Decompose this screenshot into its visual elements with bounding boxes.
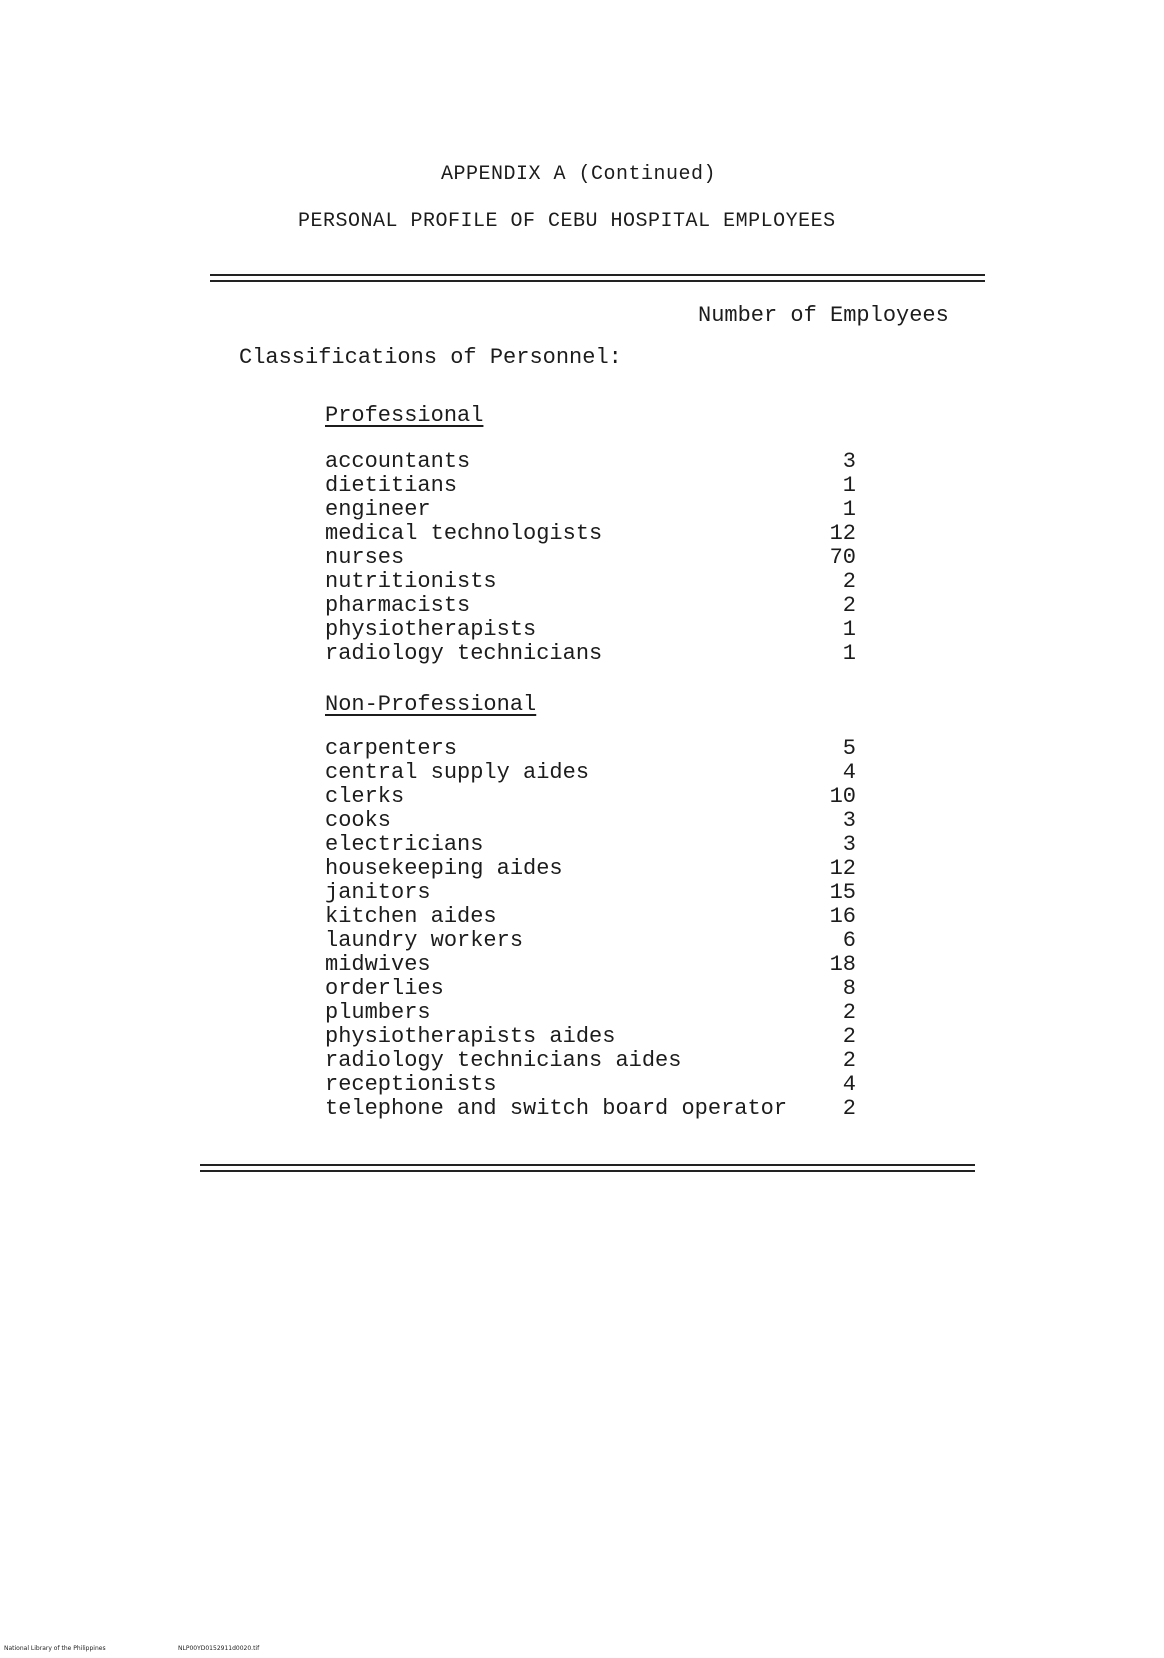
row-count: 16 — [829, 904, 856, 929]
table-row — [0, 809, 1164, 833]
table-row — [0, 977, 1164, 1001]
table-row — [0, 857, 1164, 881]
row-label: nurses — [325, 545, 405, 570]
section-title-professional: Professional — [325, 403, 484, 428]
row-label: pharmacists — [325, 593, 471, 618]
row-count: 3 — [842, 808, 856, 833]
table-row — [0, 570, 1164, 594]
table-row — [0, 905, 1164, 929]
row-label: central supply aides — [325, 760, 590, 785]
table-row — [0, 594, 1164, 618]
table-row — [0, 618, 1164, 642]
row-count: 4 — [842, 1072, 856, 1097]
row-count: 18 — [829, 952, 856, 977]
table-row — [0, 1097, 1164, 1121]
table-row — [0, 953, 1164, 977]
row-count: 2 — [842, 1024, 856, 1049]
row-count: 2 — [842, 1000, 856, 1025]
table-row — [0, 1001, 1164, 1025]
row-count: 70 — [829, 545, 856, 570]
row-label: plumbers — [325, 1000, 431, 1025]
row-count: 10 — [829, 784, 856, 809]
row-label: housekeeping aides — [325, 856, 563, 881]
table-row — [0, 1073, 1164, 1097]
table-row — [0, 546, 1164, 570]
table-row — [0, 761, 1164, 785]
row-count: 2 — [842, 593, 856, 618]
table-row — [0, 450, 1164, 474]
table-row — [0, 833, 1164, 857]
row-label: telephone and switch board operator — [325, 1096, 788, 1121]
column-heading: Number of Employees — [698, 303, 949, 328]
top-rule-2 — [210, 280, 985, 282]
row-label: orderlies — [325, 976, 444, 1001]
table-row — [0, 474, 1164, 498]
row-label: physiotherapists aides — [325, 1024, 616, 1049]
row-count: 1 — [842, 641, 856, 666]
row-label: janitors — [325, 880, 431, 905]
row-count: 4 — [842, 760, 856, 785]
row-count: 1 — [842, 497, 856, 522]
row-label: medical technologists — [325, 521, 603, 546]
row-label: dietitians — [325, 473, 458, 498]
row-label: receptionists — [325, 1072, 497, 1097]
table-row — [0, 1025, 1164, 1049]
row-heading: Classifications of Personnel: — [239, 345, 622, 370]
row-count: 12 — [829, 856, 856, 881]
table-row — [0, 522, 1164, 546]
table-row — [0, 737, 1164, 761]
row-label: physiotherapists — [325, 617, 537, 642]
row-count: 5 — [842, 736, 856, 761]
bottom-rule-2 — [200, 1170, 975, 1172]
row-count: 2 — [842, 1096, 856, 1121]
table-row — [0, 929, 1164, 953]
row-label: electricians — [325, 832, 484, 857]
top-rule-1 — [210, 274, 985, 276]
row-label: clerks — [325, 784, 405, 809]
row-count: 1 — [842, 473, 856, 498]
row-label: nutritionists — [325, 569, 497, 594]
bottom-rule-1 — [200, 1164, 975, 1166]
table-row — [0, 881, 1164, 905]
footer-file-id: NLP00YD0152911d0020.tif — [178, 1645, 260, 1652]
table-row — [0, 498, 1164, 522]
row-label: accountants — [325, 449, 471, 474]
row-label: laundry workers — [325, 928, 524, 953]
row-count: 2 — [842, 1048, 856, 1073]
row-label: carpenters — [325, 736, 458, 761]
row-count: 2 — [842, 569, 856, 594]
row-label: engineer — [325, 497, 431, 522]
row-label: radiology technicians aides — [325, 1048, 682, 1073]
row-label: midwives — [325, 952, 431, 977]
row-label: cooks — [325, 808, 392, 833]
row-count: 8 — [842, 976, 856, 1001]
table-row — [0, 785, 1164, 809]
section-title-non-professional: Non-Professional — [325, 692, 537, 717]
table-row — [0, 642, 1164, 666]
row-count: 3 — [842, 832, 856, 857]
row-label: radiology technicians — [325, 641, 603, 666]
appendix-title: APPENDIX A (Continued) — [441, 163, 717, 186]
footer-library: National Library of the Philippines — [4, 1645, 106, 1652]
table-title: PERSONAL PROFILE OF CEBU HOSPITAL EMPLOYEES — [298, 210, 836, 233]
row-count: 15 — [829, 880, 856, 905]
row-count: 3 — [842, 449, 856, 474]
row-label: kitchen aides — [325, 904, 497, 929]
row-count: 12 — [829, 521, 856, 546]
row-count: 6 — [842, 928, 856, 953]
table-row — [0, 1049, 1164, 1073]
row-count: 1 — [842, 617, 856, 642]
